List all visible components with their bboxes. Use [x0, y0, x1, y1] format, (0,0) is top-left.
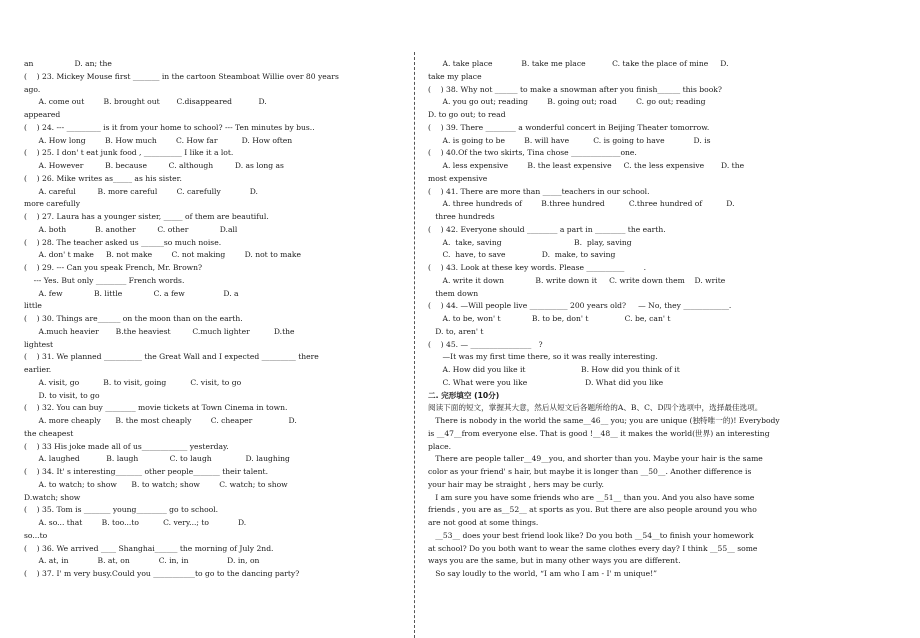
text-line: I am sure you have some friends who are __51__ than you. And you also have some [428, 492, 755, 502]
text-line: ( ) 37. I' m very busy.Could you ___________to go to the dancing party? [24, 569, 300, 578]
text-line: ( ) 39. There ________ a wonderful concert in Beijing Theater tomorrow. [428, 122, 710, 132]
text-line: A. so... that B. too...to C. very...; to D. [24, 518, 247, 527]
text-line: A. you go out; reading B. going out; road C. go out; reading [428, 97, 706, 107]
text-line: ( ) 25. I don' t eat junk food , __________ I like it a lot. [24, 148, 234, 158]
text-line: __53__ does your best friend look like? Do you both __54__to finish your homework [428, 530, 754, 540]
text-line: ( ) 41. There are more than _____teachers in our school. [428, 186, 650, 196]
text-line: A.much heavier B.the heaviest C.much lighter D.the [24, 326, 295, 336]
text-line: ( ) 43. Look at these key words. Please __________ . [428, 263, 647, 272]
text-line: color as your friend' s hair, but maybe it is longer than __50__. Another difference is [428, 467, 752, 476]
text-line: ( ) 40.Of the two skirts, Tina chose _____________one. [428, 148, 637, 158]
text-line: A. both B. another C. other D.all [24, 224, 238, 234]
text-line: There are people taller__49__you, and shorter than you. Maybe your hair is the same [428, 454, 763, 464]
text-line: friends , you are as__52__ at sports as you. But there are also people around you who [428, 505, 757, 515]
text-line: ( ) 44. —Will people live __________ 200 years old? — No, they ____________. [428, 301, 732, 311]
text-line: so...to [24, 530, 48, 540]
text-line: ( ) 30. Things are______ on the moon than on the earth. [24, 314, 243, 323]
text-line: at school? Do you both want to wear the same clothes every day? I think __55__ some [428, 543, 758, 553]
text-line: ( ) 35. Tom is _______ young________ go to school. [24, 505, 219, 515]
text-line: is __47__from everyone else. That is good !__48__ it makes the world(世界) an interesting [428, 428, 770, 438]
text-line: A. write it down B. write down it C. write down them D. write [428, 275, 726, 285]
text-line: A. take, saving B. play, saving [428, 237, 632, 247]
text-line: the cheapest [24, 428, 74, 438]
text-line: D.watch; show [24, 492, 81, 502]
text-line: ( ) 34. It' s interesting_______ other people_______ their talent. [24, 467, 268, 476]
text-line: most expensive [428, 173, 488, 183]
text-line: an D. an; the [24, 59, 112, 68]
text-line: D. to, aren' t [428, 326, 484, 336]
text-line: A. How did you like it B. How did you think of it [428, 365, 680, 374]
text-line: ( ) 26. Mike writes as_____ as his sister. [24, 173, 182, 183]
text-line: take my place [428, 71, 482, 81]
text-line: ( ) 23. Mickey Mouse first _______ in the cartoon Steamboat Willie over 80 years [24, 71, 339, 81]
text-line: little [24, 301, 42, 311]
text-line: A. don' t make B. not make C. not making D. not to make [24, 250, 301, 260]
text-line: ( ) 45. — ________________ ? [428, 339, 543, 349]
text-line: ( ) 32. You can buy ________ movie tickets at Town Cinema in town. [24, 403, 288, 413]
text-line: A. However B. because C. although D. as long as [24, 161, 284, 170]
text-line: A. careful B. more careful C. carefully D. [24, 186, 258, 196]
text-line: C. have, to save D. make, to saving [428, 250, 616, 260]
text-line: A. to be, won' t B. to be, don' t C. be, can' t [428, 314, 671, 323]
text-line: ( ) 28. The teacher asked us ______so much noise. [24, 237, 222, 247]
text-line: ( ) 27. Laura has a younger sister, _____ of them are beautiful. [24, 212, 269, 221]
text-line: are not good at some things. [428, 518, 539, 527]
text-line: ( ) 33 His joke made all of us____________ yesterday. [24, 441, 229, 451]
text-line: more carefully [24, 199, 81, 209]
text-line: —It was my first time there, so it was really interesting. [428, 352, 658, 362]
text-line: A. visit, go B. to visit, going C. visit, to go [24, 377, 242, 387]
text-line: ( ) 36. We arrived ____ Shanghai______ the morning of July 2nd. [24, 543, 274, 553]
text-line: ( ) 31. We planned __________ the Great Wall and I expected _________ there [24, 352, 319, 362]
text-line: D. to go out; to read [428, 110, 506, 119]
text-line: There is nobody in the world the same__46__ you; you are unique (独特唯一的)! Everybody [428, 416, 780, 425]
right-column [428, 58, 823, 581]
text-line: A. is going to be B. will have C. is going to have D. is [428, 135, 711, 145]
text-line: ( ) 38. Why not ______ to make a snowman after you finish______ this book? [428, 84, 722, 94]
text-line: So say loudly to the world, “I am who I am - I' m unique!” [428, 569, 658, 578]
text-line: three hundreds [428, 212, 495, 221]
text-line: your hair may be straight , hers may be curly. [428, 479, 604, 489]
text-line: A. How long B. How much C. How far D. How often [24, 135, 293, 145]
text-line: C. What were you like D. What did you like [428, 377, 664, 387]
text-line: D. to visit, to go [24, 390, 100, 400]
text-line: ( ) 29. --- Can you speak French, Mr. Brown? [24, 263, 203, 272]
text-line: A. less expensive B. the least expensive C. the less expensive D. the [428, 161, 745, 170]
text-line: A. three hundreds of B.three hundred C.three hundred of D. [428, 199, 735, 209]
text-line: ( ) 42. Everyone should ________ a part in ________ the earth. [428, 224, 666, 234]
text-line: place. [428, 441, 451, 451]
text-line: A. laughed B. laugh C. to laugh D. laughing [24, 454, 290, 464]
left-column [24, 58, 399, 581]
text-line: A. few B. little C. a few D. a [24, 288, 239, 298]
text-line: 阅读下面的短文，掌握其大意，然后从短文后各题所给的A、B、C、D四个选项中，选择最佳选项。 [428, 403, 763, 413]
text-line: 二. 完形填空 (10分) [428, 390, 500, 400]
text-line: A. to watch; to show B. to watch; show C. watch; to show [24, 479, 288, 489]
text-line: them down [428, 288, 479, 298]
text-line: ( ) 24. --- _________ is it from your home to school? --- Ten minutes by bus.. [24, 122, 315, 132]
text-line: earlier. [24, 365, 52, 374]
column-divider [414, 52, 415, 638]
text-line: A. at, in B. at, on C. in, in D. in, on [24, 556, 260, 566]
text-line: A. more cheaply B. the most cheaply C. cheaper D. [24, 416, 297, 425]
text-line: --- Yes. But only ________ French words. [24, 275, 185, 285]
text-line: ways you are the same, but in many other ways you are different. [428, 556, 681, 566]
text-line: ago. [24, 84, 41, 94]
text-line: A. take place B. take me place C. take the place of mine D. [428, 59, 729, 68]
text-line: A. come out B. brought out C.disappeared D. [24, 97, 267, 107]
text-line: lightest [24, 339, 54, 349]
text-line: appeared [24, 110, 61, 119]
